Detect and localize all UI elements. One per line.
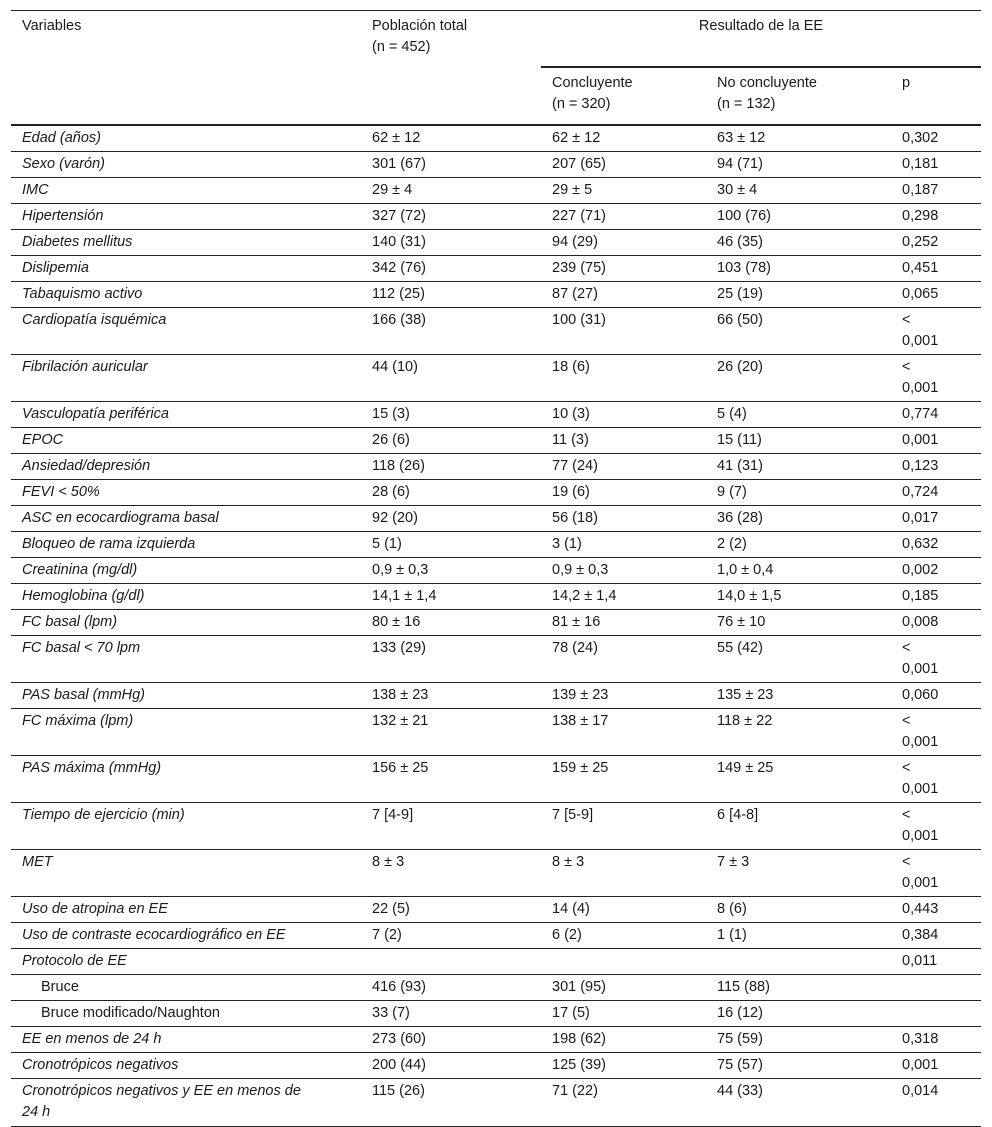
cell-p: 0,001: [891, 428, 981, 454]
cell-total: 44 (10): [361, 355, 541, 402]
cell-nonconclusive: 25 (19): [706, 282, 891, 308]
cell-total: 138 ± 23: [361, 683, 541, 709]
table-row: [11, 152, 981, 178]
table-row: [11, 558, 981, 584]
cell-p: 0,014: [891, 1079, 981, 1127]
cell-total: 7 [4-9]: [361, 803, 541, 850]
table-row: [11, 709, 981, 756]
cell-total: [361, 949, 541, 975]
row-label: Ansiedad/depresión: [11, 454, 361, 480]
cell-conclusive: 6 (2): [541, 923, 706, 949]
header-nonconclusive: No concluyente (n = 132): [706, 67, 891, 125]
cell-p: 0,181: [891, 152, 981, 178]
cell-p: < 0,001: [891, 636, 981, 683]
cell-nonconclusive: 66 (50): [706, 308, 891, 355]
table-row: [11, 204, 981, 230]
row-label: Cronotrópicos negativos y EE en menos de 24 h: [11, 1079, 361, 1127]
cell-p: 0,123: [891, 454, 981, 480]
cell-conclusive: 14 (4): [541, 897, 706, 923]
cell-p: < 0,001: [891, 355, 981, 402]
cell-conclusive: 94 (29): [541, 230, 706, 256]
row-label: Uso de atropina en EE: [11, 897, 361, 923]
table-row: [11, 282, 981, 308]
cell-total: 14,1 ± 1,4: [361, 584, 541, 610]
cell-nonconclusive: 103 (78): [706, 256, 891, 282]
cell-total: 8 ± 3: [361, 850, 541, 897]
table-row: [11, 178, 981, 204]
cell-total: 7 (2): [361, 923, 541, 949]
cell-nonconclusive: 2 (2): [706, 532, 891, 558]
table-row: [11, 975, 981, 1001]
cell-nonconclusive: 1,0 ± 0,4: [706, 558, 891, 584]
row-label: IMC: [11, 178, 361, 204]
row-label: Bruce: [11, 975, 361, 1001]
table-row: [11, 1053, 981, 1079]
table-row: [11, 756, 981, 803]
cell-nonconclusive: 135 ± 23: [706, 683, 891, 709]
cell-conclusive: 100 (31): [541, 308, 706, 355]
cell-p: < 0,001: [891, 709, 981, 756]
row-label: Edad (años): [11, 125, 361, 152]
row-label: FEVI < 50%: [11, 480, 361, 506]
cell-p: 0,302: [891, 125, 981, 152]
table-row: [11, 355, 981, 402]
row-label: Tabaquismo activo: [11, 282, 361, 308]
table-row: [11, 636, 981, 683]
cell-total: 33 (7): [361, 1001, 541, 1027]
table-row: [11, 256, 981, 282]
cell-total: 140 (31): [361, 230, 541, 256]
cell-p: [891, 1001, 981, 1027]
cell-nonconclusive: 75 (59): [706, 1027, 891, 1053]
cell-conclusive: 138 ± 17: [541, 709, 706, 756]
cell-nonconclusive: 30 ± 4: [706, 178, 891, 204]
cell-conclusive: 301 (95): [541, 975, 706, 1001]
header-variables: Variables: [11, 11, 361, 126]
row-label: Cronotrópicos negativos: [11, 1053, 361, 1079]
header-p-value: p: [891, 67, 981, 125]
cell-conclusive: 227 (71): [541, 204, 706, 230]
cell-nonconclusive: 7 ± 3: [706, 850, 891, 897]
cell-conclusive: 56 (18): [541, 506, 706, 532]
cell-nonconclusive: 55 (42): [706, 636, 891, 683]
row-label: Bloqueo de rama izquierda: [11, 532, 361, 558]
cell-conclusive: 8 ± 3: [541, 850, 706, 897]
cell-total: 28 (6): [361, 480, 541, 506]
table-row: [11, 308, 981, 355]
cell-conclusive: 77 (24): [541, 454, 706, 480]
cell-total: 156 ± 25: [361, 756, 541, 803]
cell-conclusive: 29 ± 5: [541, 178, 706, 204]
table-row: [11, 230, 981, 256]
cell-p: 0,451: [891, 256, 981, 282]
cell-nonconclusive: 115 (88): [706, 975, 891, 1001]
cell-conclusive: 0,9 ± 0,3: [541, 558, 706, 584]
cell-total: 132 ± 21: [361, 709, 541, 756]
header-total-population: Población total (n = 452): [361, 11, 541, 126]
cell-p: 0,724: [891, 480, 981, 506]
row-label: Hipertensión: [11, 204, 361, 230]
row-label: Bruce modificado/Naughton: [11, 1001, 361, 1027]
table-row: [11, 125, 981, 152]
cell-p: < 0,001: [891, 803, 981, 850]
cell-conclusive: 19 (6): [541, 480, 706, 506]
cell-total: 416 (93): [361, 975, 541, 1001]
cell-nonconclusive: 5 (4): [706, 402, 891, 428]
cell-conclusive: 239 (75): [541, 256, 706, 282]
cell-conclusive: 11 (3): [541, 428, 706, 454]
cell-conclusive: 198 (62): [541, 1027, 706, 1053]
table-row: [11, 803, 981, 850]
cell-conclusive: 159 ± 25: [541, 756, 706, 803]
cell-total: 22 (5): [361, 897, 541, 923]
cell-conclusive: 18 (6): [541, 355, 706, 402]
cell-nonconclusive: 46 (35): [706, 230, 891, 256]
cell-conclusive: 71 (22): [541, 1079, 706, 1127]
cell-nonconclusive: 1 (1): [706, 923, 891, 949]
table-row: [11, 584, 981, 610]
cell-conclusive: 62 ± 12: [541, 125, 706, 152]
table-row: [11, 1001, 981, 1027]
cell-total: 273 (60): [361, 1027, 541, 1053]
cell-p: 0,252: [891, 230, 981, 256]
cell-total: 0,9 ± 0,3: [361, 558, 541, 584]
row-label: Hemoglobina (g/dl): [11, 584, 361, 610]
table-row: [11, 532, 981, 558]
row-label: Creatinina (mg/dl): [11, 558, 361, 584]
cell-nonconclusive: 44 (33): [706, 1079, 891, 1127]
cell-total: 301 (67): [361, 152, 541, 178]
table-row: [11, 1079, 981, 1127]
row-label: Uso de contraste ecocardiográfico en EE: [11, 923, 361, 949]
row-label: Sexo (varón): [11, 152, 361, 178]
row-label: PAS basal (mmHg): [11, 683, 361, 709]
cell-nonconclusive: 94 (71): [706, 152, 891, 178]
cell-conclusive: 10 (3): [541, 402, 706, 428]
results-table: [11, 10, 981, 1127]
row-label: Vasculopatía periférica: [11, 402, 361, 428]
header-result-group: Resultado de la EE: [541, 11, 981, 68]
row-label: Fibrilación auricular: [11, 355, 361, 402]
table-row: [11, 683, 981, 709]
cell-total: 133 (29): [361, 636, 541, 683]
cell-conclusive: 7 [5-9]: [541, 803, 706, 850]
row-label: Dislipemia: [11, 256, 361, 282]
cell-total: 200 (44): [361, 1053, 541, 1079]
cell-conclusive: 125 (39): [541, 1053, 706, 1079]
table-row: [11, 454, 981, 480]
cell-p: [891, 975, 981, 1001]
table-row: [11, 1027, 981, 1053]
table-row: [11, 428, 981, 454]
cell-conclusive: 3 (1): [541, 532, 706, 558]
cell-nonconclusive: [706, 949, 891, 975]
row-label: Diabetes mellitus: [11, 230, 361, 256]
table-row: [11, 480, 981, 506]
cell-total: 26 (6): [361, 428, 541, 454]
cell-p: 0,298: [891, 204, 981, 230]
cell-p: < 0,001: [891, 308, 981, 355]
cell-total: 118 (26): [361, 454, 541, 480]
cell-p: < 0,001: [891, 756, 981, 803]
cell-conclusive: 17 (5): [541, 1001, 706, 1027]
cell-nonconclusive: 26 (20): [706, 355, 891, 402]
cell-nonconclusive: 75 (57): [706, 1053, 891, 1079]
cell-p: 0,002: [891, 558, 981, 584]
cell-nonconclusive: 36 (28): [706, 506, 891, 532]
cell-conclusive: 139 ± 23: [541, 683, 706, 709]
cell-total: 62 ± 12: [361, 125, 541, 152]
cell-p: 0,187: [891, 178, 981, 204]
cell-nonconclusive: 118 ± 22: [706, 709, 891, 756]
row-label: MET: [11, 850, 361, 897]
row-label: FC basal < 70 lpm: [11, 636, 361, 683]
table-row: [11, 949, 981, 975]
header-conclusive: Concluyente (n = 320): [541, 67, 706, 125]
cell-conclusive: 87 (27): [541, 282, 706, 308]
cell-nonconclusive: 76 ± 10: [706, 610, 891, 636]
cell-total: 342 (76): [361, 256, 541, 282]
cell-total: 115 (26): [361, 1079, 541, 1127]
row-label: FC basal (lpm): [11, 610, 361, 636]
row-label: FC máxima (lpm): [11, 709, 361, 756]
cell-nonconclusive: 8 (6): [706, 897, 891, 923]
cell-p: < 0,001: [891, 850, 981, 897]
cell-p: 0,008: [891, 610, 981, 636]
row-label: Protocolo de EE: [11, 949, 361, 975]
row-label: ASC en ecocardiograma basal: [11, 506, 361, 532]
row-label: Cardiopatía isquémica: [11, 308, 361, 355]
cell-total: 112 (25): [361, 282, 541, 308]
cell-p: 0,001: [891, 1053, 981, 1079]
cell-total: 80 ± 16: [361, 610, 541, 636]
cell-conclusive: 78 (24): [541, 636, 706, 683]
cell-conclusive: 14,2 ± 1,4: [541, 584, 706, 610]
cell-p: 0,384: [891, 923, 981, 949]
row-label: EE en menos de 24 h: [11, 1027, 361, 1053]
cell-total: 327 (72): [361, 204, 541, 230]
cell-nonconclusive: 15 (11): [706, 428, 891, 454]
table-row: [11, 402, 981, 428]
cell-p: 0,065: [891, 282, 981, 308]
cell-p: 0,011: [891, 949, 981, 975]
table-row: [11, 610, 981, 636]
row-label: Tiempo de ejercicio (min): [11, 803, 361, 850]
cell-nonconclusive: 6 [4-8]: [706, 803, 891, 850]
cell-nonconclusive: 9 (7): [706, 480, 891, 506]
table-row: [11, 897, 981, 923]
row-label: PAS máxima (mmHg): [11, 756, 361, 803]
row-label: EPOC: [11, 428, 361, 454]
table-row: [11, 850, 981, 897]
cell-total: 166 (38): [361, 308, 541, 355]
cell-total: 29 ± 4: [361, 178, 541, 204]
table-row: [11, 506, 981, 532]
cell-p: 0,774: [891, 402, 981, 428]
cell-p: 0,443: [891, 897, 981, 923]
cell-total: 15 (3): [361, 402, 541, 428]
cell-p: 0,318: [891, 1027, 981, 1053]
cell-conclusive: 207 (65): [541, 152, 706, 178]
cell-nonconclusive: 14,0 ± 1,5: [706, 584, 891, 610]
cell-conclusive: 81 ± 16: [541, 610, 706, 636]
cell-p: 0,185: [891, 584, 981, 610]
cell-nonconclusive: 41 (31): [706, 454, 891, 480]
cell-total: 5 (1): [361, 532, 541, 558]
cell-p: 0,017: [891, 506, 981, 532]
cell-nonconclusive: 100 (76): [706, 204, 891, 230]
cell-p: 0,632: [891, 532, 981, 558]
cell-p: 0,060: [891, 683, 981, 709]
cell-nonconclusive: 16 (12): [706, 1001, 891, 1027]
cell-nonconclusive: 149 ± 25: [706, 756, 891, 803]
cell-total: 92 (20): [361, 506, 541, 532]
cell-conclusive: [541, 949, 706, 975]
table-row: [11, 923, 981, 949]
cell-nonconclusive: 63 ± 12: [706, 125, 891, 152]
